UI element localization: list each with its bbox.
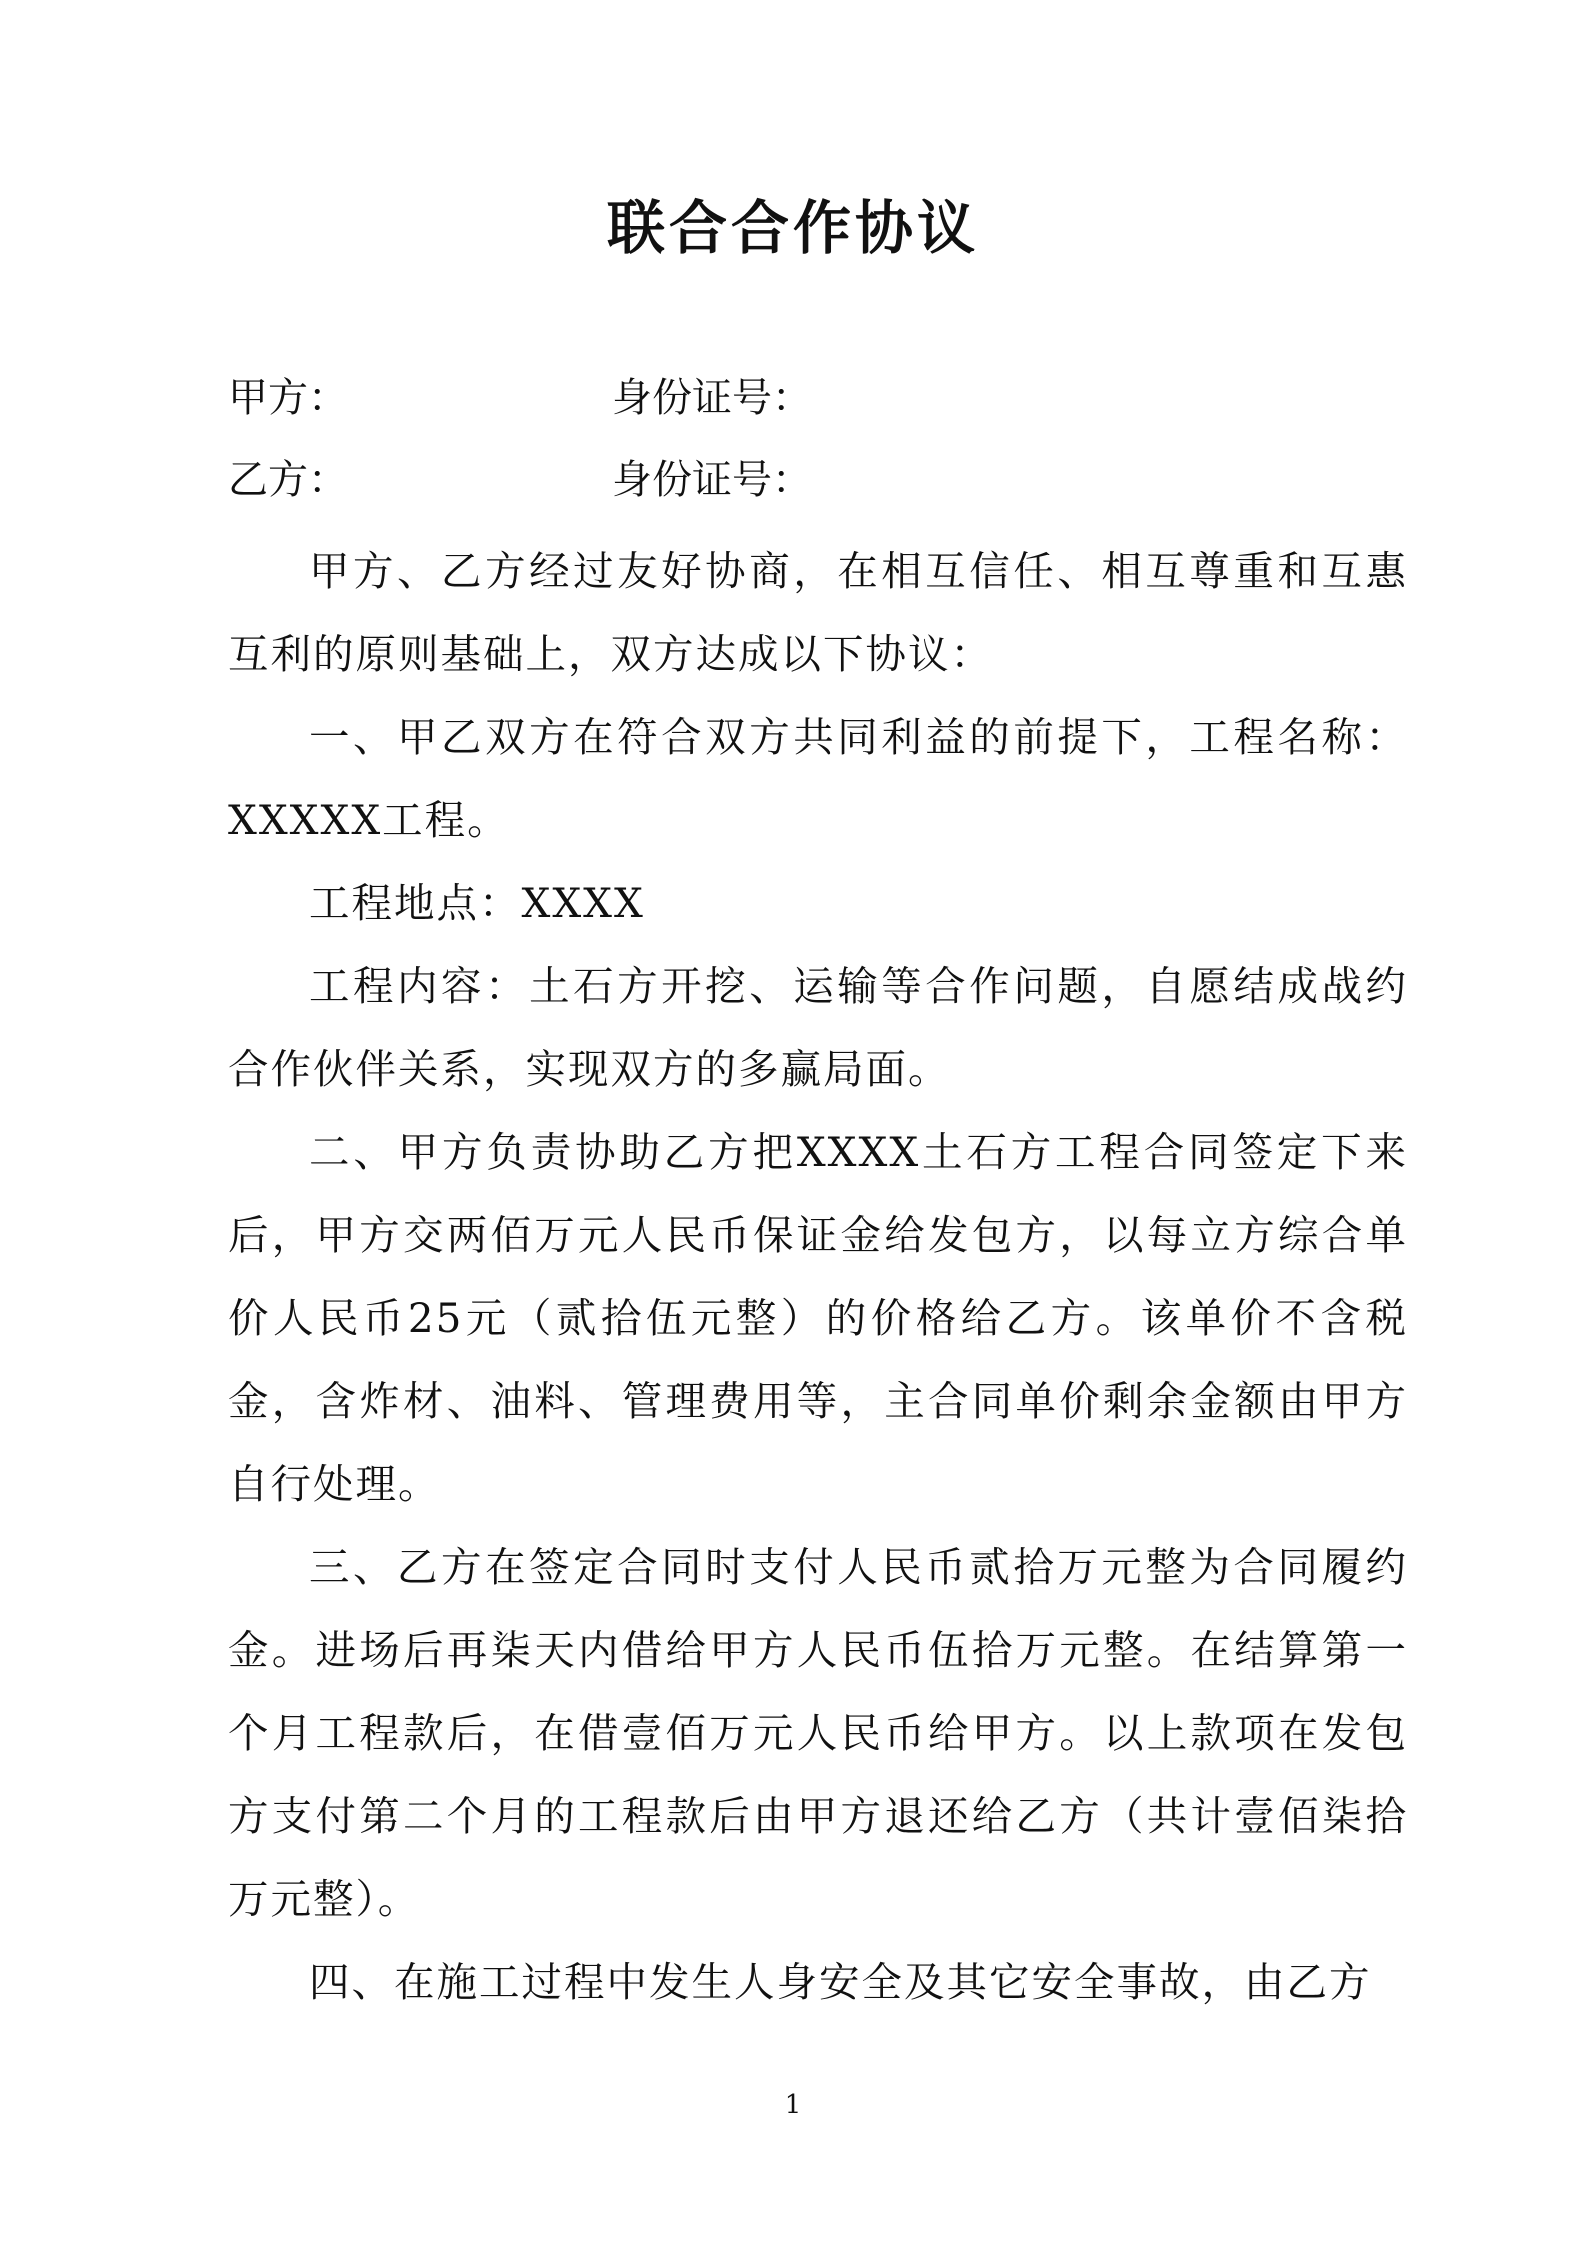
clause-2-paragraph: 二、甲方负责协助乙方把XXXX土石方工程合同签定下来后，甲方交两佰万元人民币保证金给发包方，以每立方综合单价人民币25元（贰拾伍元整）的价格给乙方。该单价不含税金，含炸材、油料、管理费用等，主合同单价剩余金额由甲方自行处理。 (228, 1128, 1408, 1508)
intro-paragraph: 甲方、乙方经过友好协商，在相互信任、相互尊重和互惠互利的原则基础上，双方达成以下协议： (228, 547, 1408, 678)
clause-4-paragraph: 四、在施工过程中发生人身安全及其它安全事故，由乙方 (309, 1958, 1372, 2006)
clause-1-project-name: 一、甲乙双方在符合双方共同利益的前提下，工程名称：XXXXX工程。 (228, 713, 1408, 844)
clause-1-project-content: 工程内容：土石方开挖、运输等合作问题，自愿结成战约合作伙伴关系，实现双方的多赢局面。 (228, 962, 1408, 1093)
clause-1-project-location: 工程地点：XXXX (309, 879, 645, 927)
party-b-label: 乙方： (228, 457, 348, 503)
party-b-id-label: 身份证号： (612, 457, 812, 503)
document-title: 联合合作协议 (606, 194, 979, 262)
clause-3-paragraph: 三、乙方在签定合同时支付人民币贰拾万元整为合同履约金。进场后再柒天内借给甲方人民币伍拾万元整。在结算第一个月工程款后，在借壹佰万元人民币给甲方。以上款项在发包方支付第二个月的工程款后由甲方退还给乙方（共计壹佰柒拾万元整）。 (228, 1543, 1408, 1923)
party-a-label: 甲方： (228, 375, 348, 421)
party-a-id-label: 身份证号： (612, 375, 812, 421)
page-number: 1 (784, 2090, 802, 2120)
agreement-body (228, 530, 1408, 2024)
